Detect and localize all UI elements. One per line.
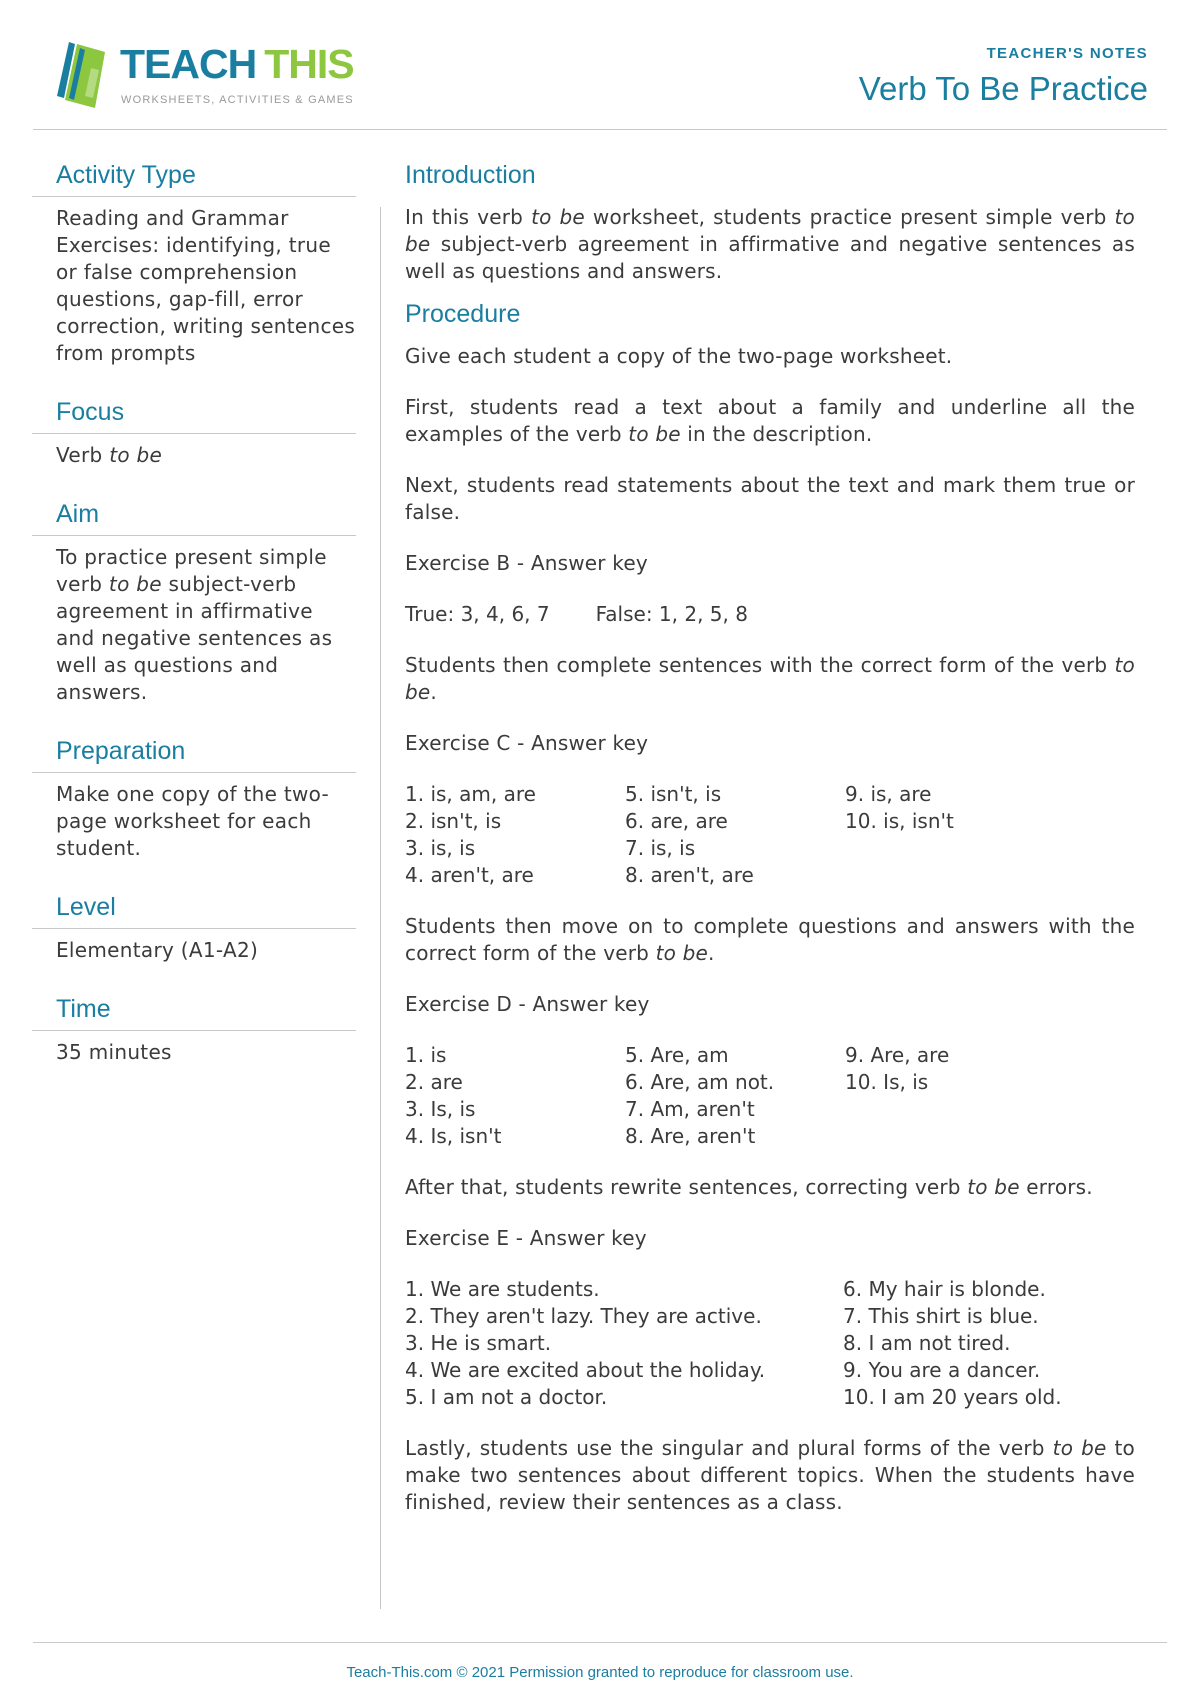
answer-item: 5. I am not a doctor. [405, 1385, 608, 1409]
introduction-paragraph: In this verb to be worksheet, students practice present simple verb to be subject-verb agreement in affirmative and negative sentences as well as questions and answers. [405, 205, 1135, 283]
section-body: Elementary (A1-A2) [56, 938, 259, 962]
procedure-heading: Procedure [405, 300, 521, 328]
answer-item: 2. They aren't lazy. They are active. [405, 1304, 762, 1328]
exercise-c-label: Exercise C - Answer key [405, 731, 649, 755]
section-heading: Aim [32, 499, 356, 536]
answer-item [845, 835, 1065, 862]
aim-section [32, 499, 356, 706]
section-heading: Time [32, 994, 356, 1031]
answer-item: 3. He is smart. [405, 1331, 552, 1355]
answer-item: 5. Are, am [625, 1043, 729, 1067]
answer-item: 9. You are a dancer. [843, 1358, 1041, 1382]
answer-item: 2. isn't, is [405, 809, 502, 833]
book-icon [55, 38, 113, 108]
answer-item [845, 1123, 1065, 1150]
preparation-section [32, 736, 356, 862]
exercise-d-answers [405, 1042, 1135, 1150]
focus-section [32, 397, 356, 469]
answer-item: 5. isn't, is [625, 782, 722, 806]
exercise-c-answers [405, 781, 1135, 889]
section-heading: Activity Type [32, 160, 356, 197]
footer-copyright: Teach-This.com © 2021 Permission granted to reproduce for classroom use. [346, 1664, 854, 1681]
main-content [405, 160, 1135, 1540]
page-title: Verb To Be Practice [858, 70, 1148, 107]
answer-item: 1. We are students. [405, 1277, 600, 1301]
section-heading: Preparation [32, 736, 356, 773]
brand-tagline: WORKSHEETS, ACTIVITIES & GAMES [121, 94, 354, 106]
procedure-paragraph: Students then complete sentences with the correct form of the verb to be. [405, 653, 1135, 704]
procedure-paragraph: First, students read a text about a family and underline all the examples of the verb to be in the description. [405, 395, 1135, 446]
answer-item: 6. My hair is blonde. [843, 1277, 1046, 1301]
teach-this-logo [55, 38, 375, 113]
section-body: 35 minutes [56, 1040, 172, 1064]
answer-item: 10. Is, is [845, 1070, 929, 1094]
answer-item: 4. aren't, are [405, 863, 534, 887]
answer-item: 8. Are, aren't [625, 1124, 756, 1148]
section-kicker: TEACHER'S NOTES [986, 45, 1148, 62]
answer-item: 6. Are, am not. [625, 1070, 775, 1094]
exercise-b-label: Exercise B - Answer key [405, 551, 648, 575]
answer-item: 8. aren't, are [625, 863, 754, 887]
answer-item: 8. I am not tired. [843, 1331, 1011, 1355]
procedure-paragraph: After that, students rewrite sentences, correcting verb to be errors. [405, 1175, 1093, 1199]
answer-item: 10. is, isn't [845, 809, 954, 833]
answer-item: 7. This shirt is blue. [843, 1304, 1039, 1328]
introduction-heading: Introduction [405, 161, 536, 189]
procedure-paragraph: Lastly, students use the singular and plural forms of the verb to be to make two sentences about different topics. When the students have finished, review their sentences as a class. [405, 1436, 1135, 1514]
exercise-e-answers [405, 1276, 1135, 1411]
answer-item: 3. Is, is [405, 1097, 476, 1121]
column-divider [380, 207, 381, 1609]
answer-item: 9. Are, are [845, 1043, 950, 1067]
page-header [0, 0, 1200, 130]
answer-item: 10. I am 20 years old. [843, 1385, 1062, 1409]
answer-item: 9. is, are [845, 782, 932, 806]
procedure-paragraph: Next, students read statements about the text and mark them true or false. [405, 473, 1135, 524]
header-divider [33, 129, 1167, 130]
section-body: Make one copy of the two-page worksheet for each student. [56, 782, 330, 860]
footer-divider [33, 1642, 1167, 1643]
answer-item: 4. We are excited about the holiday. [405, 1358, 766, 1382]
section-heading: Level [32, 892, 356, 929]
answer-item: 2. are [405, 1070, 463, 1094]
answer-item: 1. is, am, are [405, 782, 536, 806]
sidebar [32, 160, 356, 1096]
answer-item [845, 1096, 1065, 1123]
answer-item: 6. are, are [625, 809, 728, 833]
time-section [32, 994, 356, 1066]
section-body: Reading and Grammar Exercises: identifying, true or false comprehension questions, gap-fill, error correction, writing sentences from prompts [56, 206, 356, 365]
exercise-b-answers: True: 3, 4, 6, 7 False: 1, 2, 5, 8 [405, 602, 748, 626]
answer-item [845, 862, 1065, 889]
procedure-paragraph: Students then move on to complete questions and answers with the correct form of the verb to be. [405, 914, 1135, 965]
level-section [32, 892, 356, 964]
answer-item: 1. is [405, 1043, 447, 1067]
answer-item: 3. is, is [405, 836, 476, 860]
brand-wordmark: TEACH THIS [120, 41, 354, 87]
answer-item: 4. Is, isn't [405, 1124, 502, 1148]
procedure-paragraph: Give each student a copy of the two-page worksheet. [405, 344, 953, 368]
answer-item: 7. Am, aren't [625, 1097, 755, 1121]
activity-type-section [32, 160, 356, 367]
section-heading: Focus [32, 397, 356, 434]
exercise-e-label: Exercise E - Answer key [405, 1226, 647, 1250]
exercise-d-label: Exercise D - Answer key [405, 992, 650, 1016]
section-body: To practice present simple verb to be subject-verb agreement in affirmative and negative sentences as well as questions and answers. [56, 545, 333, 704]
answer-item: 7. is, is [625, 836, 696, 860]
section-body: Verb to be [56, 443, 163, 467]
